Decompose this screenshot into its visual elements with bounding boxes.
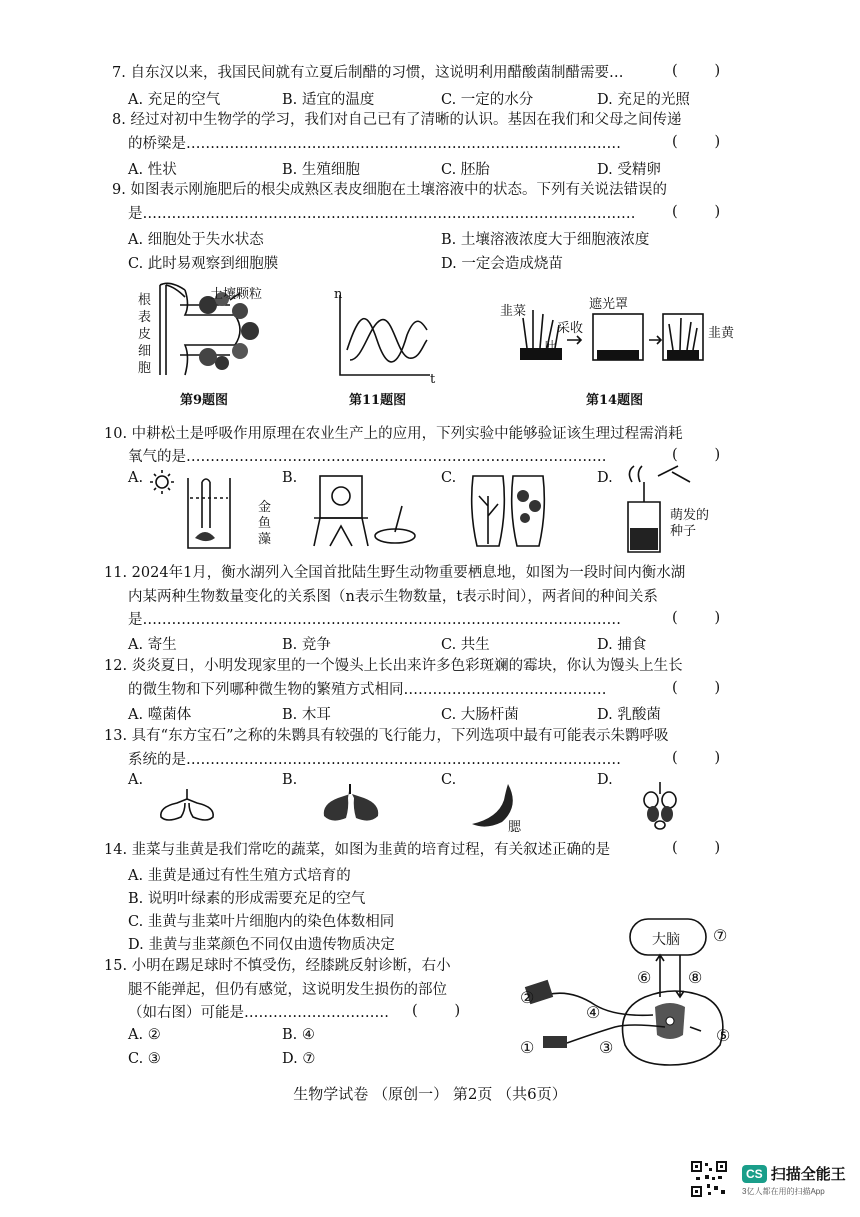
q10-label-d: 萌发的种子 (670, 508, 710, 539)
qr-code-icon (690, 1160, 728, 1198)
q8-option-a: A. 性状 (128, 162, 177, 178)
fig11-caption: 第11题图 (349, 393, 407, 408)
q10-option-a: A. (128, 470, 144, 486)
q10-fig-a-aquatic-plant (150, 468, 240, 553)
fig11-x-axis-label: t (430, 372, 436, 387)
q13-option-a: A. (128, 772, 144, 788)
q9-option-c: C. 此时易观察到细胞膜 (128, 256, 279, 272)
q14-option-a: A. 韭黄是通过有性生殖方式培育的 (128, 868, 351, 884)
q9-option-d: D. 一定会造成烧苗 (441, 256, 563, 272)
q10-option-c: C. (441, 470, 457, 486)
q11-stem-line1: 11. 2024年1月，衡水湖列入全国首批陆生野生动物重要栖息地，如图为一段时间内衡水湖 (104, 565, 686, 581)
fig14-caption: 第14题图 (586, 393, 644, 408)
q15-stem-line2: 腿不能弹起，但仍有感觉，这说明发生损伤的部位 (128, 982, 447, 998)
q13-answer-paren: ( ) (672, 750, 721, 766)
scanner-tagline: 3亿人都在用的扫描App (742, 1187, 825, 1196)
q14-answer-paren: ( ) (672, 840, 721, 856)
q15-fig-num-6: ⑥ (637, 968, 652, 987)
scanner-watermark (742, 1163, 846, 1197)
q10-label-a: 金鱼藻 (258, 500, 272, 547)
fig11-population-graph (335, 290, 435, 380)
q9-stem-line2: 是………………………………………………………………………………………… (128, 206, 636, 222)
q13-stem-line2: 系统的是……………………………………………………………………………… (128, 752, 621, 768)
q15-option-b: B. ④ (282, 1027, 315, 1043)
q15-fig-num-2: ② (520, 988, 535, 1007)
q11-option-b: B. 竞争 (282, 637, 331, 653)
q9-stem-line1: 9. 如图表示刚施肥后的根尖成熟区表皮细胞在土壤溶液中的状态。下列有关说法错误的 (112, 182, 667, 198)
q10-stem-line1: 10. 中耕松土是呼吸作用原理在农业生产上的应用，下列实验中能够验证该生理过程需消耗 (104, 426, 683, 442)
q15-option-c: C. ③ (128, 1051, 161, 1067)
q13-option-c: C. (441, 772, 457, 788)
fig14-leaf-label: 叶 (545, 339, 556, 352)
q12-option-a: A. 噬菌体 (128, 707, 192, 723)
q15-answer-paren: ( ) (412, 1003, 461, 1019)
fig9-caption: 第9题图 (180, 393, 229, 408)
q13-label-c: 腮 (508, 820, 522, 835)
q15-fig-num-3: ③ (599, 1038, 614, 1057)
q8-stem-line1: 8. 经过对初中生物学的学习，我们对自己已有了清晰的认识。基因在我们和父母之间传递 (112, 112, 682, 128)
q13-stem-line1: 13. 具有“东方宝石”之称的朱鹮具有较强的飞行能力，下列选项中最有可能表示朱鹮呼吸 (104, 728, 669, 744)
q15-fig-num-7: ⑦ (713, 926, 728, 945)
q15-fig-num-1: ① (520, 1038, 535, 1057)
q13-option-b: B. (282, 772, 298, 788)
q15-fig-num-8: ⑧ (688, 968, 703, 987)
q10-option-d: D. (597, 470, 613, 486)
q14-option-c: C. 韭黄与韭菜叶片细胞内的染色体数相同 (128, 914, 395, 930)
q7-stem: 7. 自东汉以来，我国民间就有立夏后制醋的习惯，这说明利用醋酸菌制醋需要… (112, 65, 624, 81)
q10-fig-c-bottled-plants (465, 466, 555, 551)
q12-option-c: C. 大肠杆菌 (441, 707, 519, 723)
q12-answer-paren: ( ) (672, 680, 721, 696)
q11-stem-line3: 是……………………………………………………………………………………… (128, 612, 621, 628)
q9-answer-paren: ( ) (672, 204, 721, 220)
q14-option-d: D. 韭黄与韭菜颜色不同仅由遗传物质决定 (128, 937, 395, 953)
q15-option-a: A. ② (128, 1027, 161, 1043)
q10-answer-paren: ( ) (672, 447, 721, 463)
fig14-jiucai-label: 韭菜 (500, 304, 527, 319)
fig14-harvest-label: 采收 (557, 321, 584, 336)
camscanner-logo-icon: CS (742, 1165, 767, 1183)
q10-stem-line2: 氧气的是…………………………………………………………………………… (128, 449, 607, 465)
q15-stem-line1: 15. 小明在踢足球时不慎受伤，经膝跳反射诊断，右小 (104, 958, 451, 974)
q13-option-d: D. (597, 772, 613, 788)
q7-option-a: A. 充足的空气 (128, 92, 221, 108)
q10-fig-b-heating-apparatus (300, 466, 420, 551)
q12-stem-line1: 12. 炎炎夏日，小明发现家里的一个馒头上长出来许多色彩斑斓的霉块，你认为馒头上生长 (104, 658, 683, 674)
q9-option-b: B. 土壤溶液浓度大于细胞液浓度 (441, 232, 650, 248)
q9-option-a: A. 细胞处于失水状态 (128, 232, 264, 248)
fig9-soil-label: 土壤颗粒 (210, 287, 263, 302)
q10-option-b: B. (282, 470, 298, 486)
q8-option-d: D. 受精卵 (597, 162, 661, 178)
q13-fig-a-lungs-outline (155, 785, 225, 825)
q13-fig-b-mammal-lungs (318, 782, 388, 827)
q14-option-b: B. 说明叶绿素的形成需要充足的空气 (128, 891, 366, 907)
q7-answer-paren: ( ) (672, 63, 721, 79)
q11-option-c: C. 共生 (441, 637, 490, 653)
q8-stem-line2: 的桥梁是……………………………………………………………………………… (128, 136, 621, 152)
fig9-cell-label: 根表皮细胞 (138, 293, 152, 376)
fig14-jiuhuang-label: 韭黄 (708, 326, 735, 341)
fig11-y-axis-label: n (334, 287, 343, 302)
q7-option-c: C. 一定的水分 (441, 92, 534, 108)
q11-stem-line2: 内某两种生物数量变化的关系图（n表示生物数量，t表示时间），两者间的种间关系 (128, 589, 658, 605)
scanner-app-name: 扫描全能王 (770, 1166, 846, 1183)
q8-option-c: C. 胚胎 (441, 162, 490, 178)
q7-option-d: D. 充足的光照 (597, 92, 690, 108)
q15-fig-num-4: ④ (586, 1003, 601, 1022)
page-footer: 生物学试卷 （原创一） 第2页 （共6页） (293, 1085, 567, 1103)
q7-option-b: B. 适宜的温度 (282, 92, 375, 108)
q11-option-d: D. 捕食 (597, 637, 647, 653)
q15-stem-line3: （如右图）可能是………………………… (128, 1005, 389, 1021)
q12-option-b: B. 木耳 (282, 707, 331, 723)
q12-stem-line2: 的微生物和下列哪种微生物的繁殖方式相同…………………………………… (128, 682, 607, 698)
q15-option-d: D. ⑦ (282, 1051, 316, 1067)
q15-fig-num-5: ⑤ (716, 1026, 731, 1045)
q15-fig-brain-label: 大脑 (652, 932, 680, 948)
q13-fig-d-bird-air-sacs (635, 780, 685, 830)
q14-stem: 14. 韭菜与韭黄是我们常吃的蔬菜，如图为韭黄的培育过程，有关叙述正确的是 (104, 842, 611, 858)
q8-option-b: B. 生殖细胞 (282, 162, 360, 178)
q12-option-d: D. 乳酸菌 (597, 707, 661, 723)
q11-option-a: A. 寄生 (128, 637, 177, 653)
fig14-cover-label: 遮光罩 (589, 297, 629, 312)
q11-answer-paren: ( ) (672, 610, 721, 626)
q8-answer-paren: ( ) (672, 134, 721, 150)
